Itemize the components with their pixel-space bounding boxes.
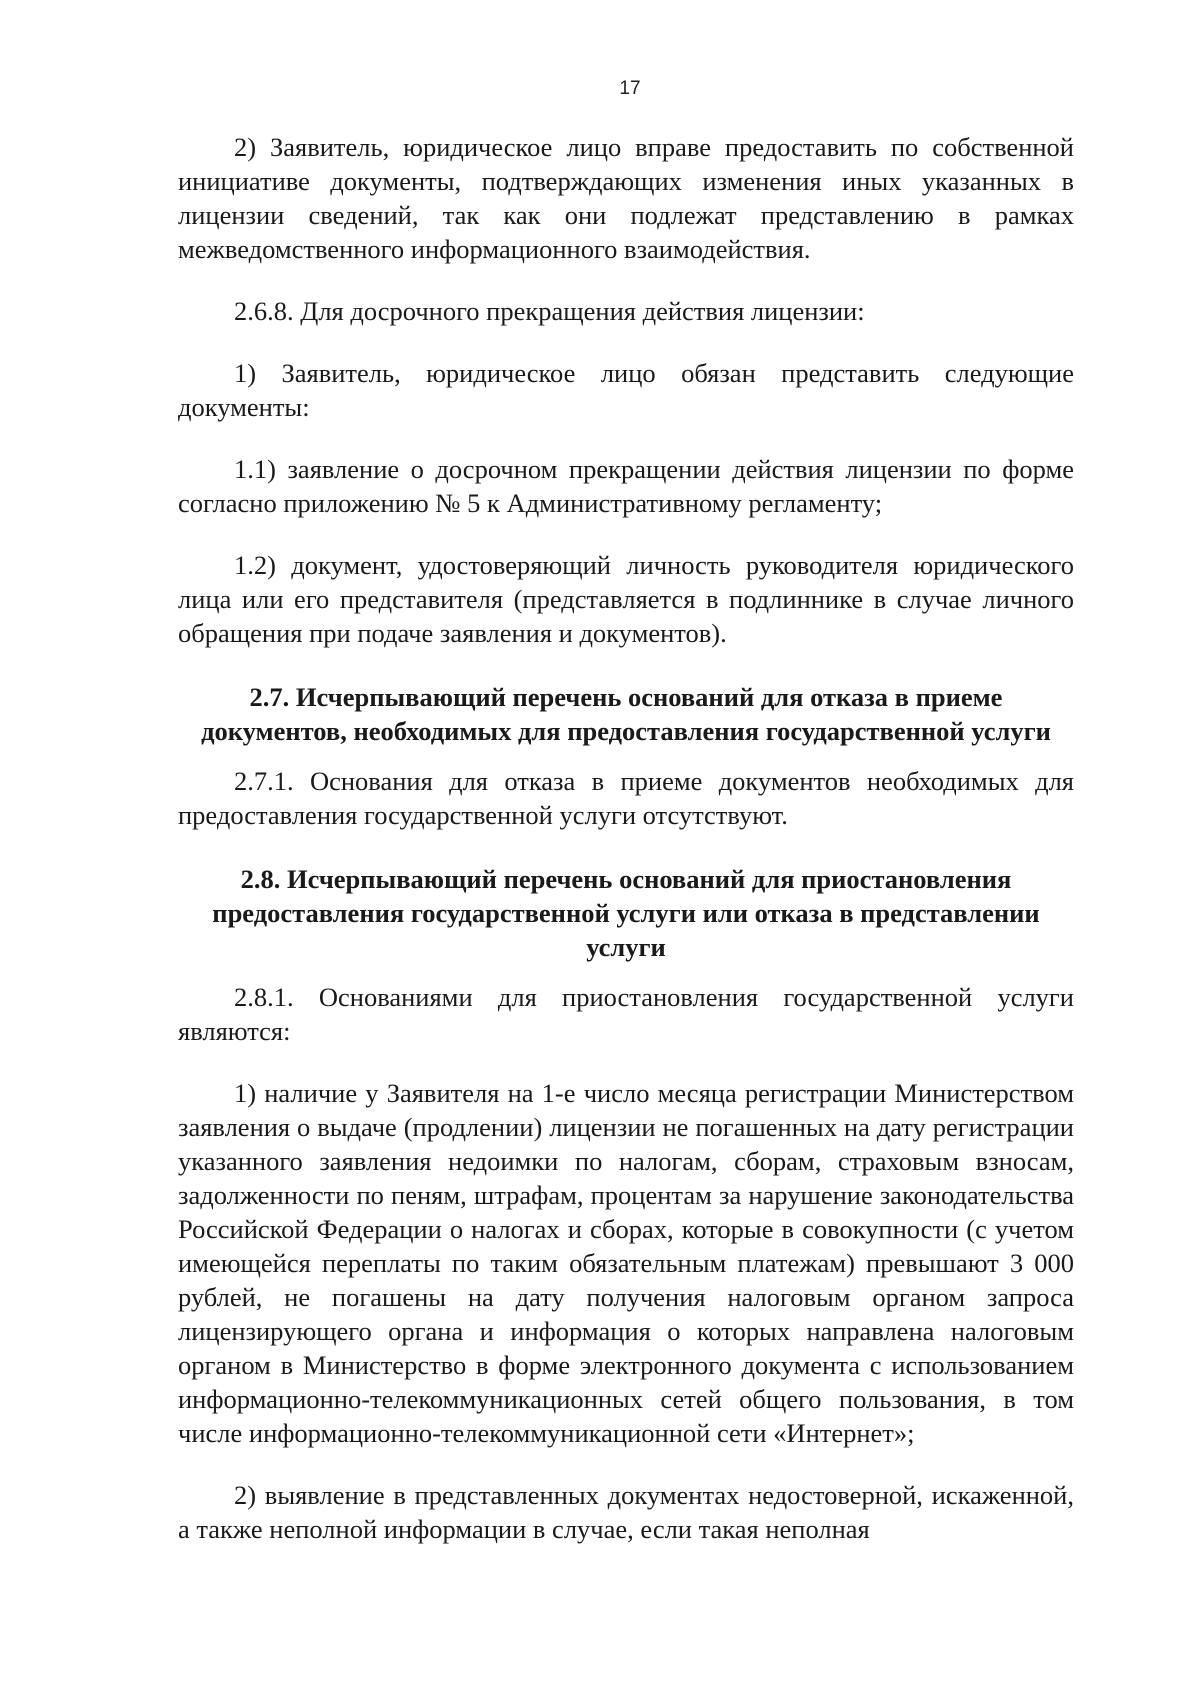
paragraph-tax-arrears-ground: 1) наличие у Заявителя на 1-е число месяца регистрации Министерством заявления о выдаче (продлении) лицензии не погашенных на дату регистрации указанного заявления недоимки по налогам, сборам, страховым взносам, задолженности по пеням, штрафам, процентам за нарушение законодательства Российской Федерации о налогах и сборах, которые в совокупности (с учетом имеющейся переплаты по таким обязательным платежам) превышают 3 000 рублей, не погашены на дату получения налоговым органом запроса лицензирующего органа и информация о которых направлена налоговым органом в Министерство в форме электронного документа с использованием информационно-телекоммуникационных сетей общего пользования, в том числе информационно-телекоммуникационной сети «Интернет»;	[178, 1078, 1074, 1448]
paragraph-no-refusal-grounds: 2.7.1. Основания для отказа в приеме документов необходимых для предоставления государственной услуги отсутствуют.	[178, 766, 1074, 830]
paragraph-early-termination-intro: 2.6.8. Для досрочного прекращения действия лицензии:	[234, 296, 865, 326]
page-number: 17	[619, 78, 641, 99]
paragraph-applicant-documents-initiative: 2) Заявитель, юридическое лицо вправе предоставить по собственной инициативе документы, подтверждающих изменения иных указанных в лицензии сведений, так как они подлежат представлению в рамках межведомственного информационного взаимодействия.	[178, 132, 1074, 264]
paragraph-termination-application: 1.1) заявление о досрочном прекращении действия лицензии по форме согласно приложению № 5 к Административному регламенту;	[178, 454, 1074, 518]
document-body	[178, 130, 1074, 1546]
paragraph-suspension-grounds-intro: 2.8.1. Основаниями для приостановления государственной услуги являются:	[178, 982, 1074, 1046]
paragraph-required-documents: 1) Заявитель, юридическое лицо обязан представить следующие документы:	[178, 358, 1074, 422]
section-heading-2-8: 2.8. Исчерпывающий перечень оснований для приостановления предоставления государственной услуги или отказа в представлении услуги	[212, 864, 1040, 962]
paragraph-identity-document: 1.2) документ, удостоверяющий личность руководителя юридического лица или его представителя (представляется в подлиннике в случае личного обращения при подаче заявления и документов).	[178, 550, 1074, 648]
section-heading-2-7: 2.7. Исчерпывающий перечень оснований для отказа в приеме документов, необходимых для предоставления государственной услуги	[201, 682, 1051, 746]
paragraph-inaccurate-info-ground: 2) выявление в представленных документах недостоверной, искаженной, а также неполной информации в случае, если такая неполная	[178, 1480, 1074, 1544]
